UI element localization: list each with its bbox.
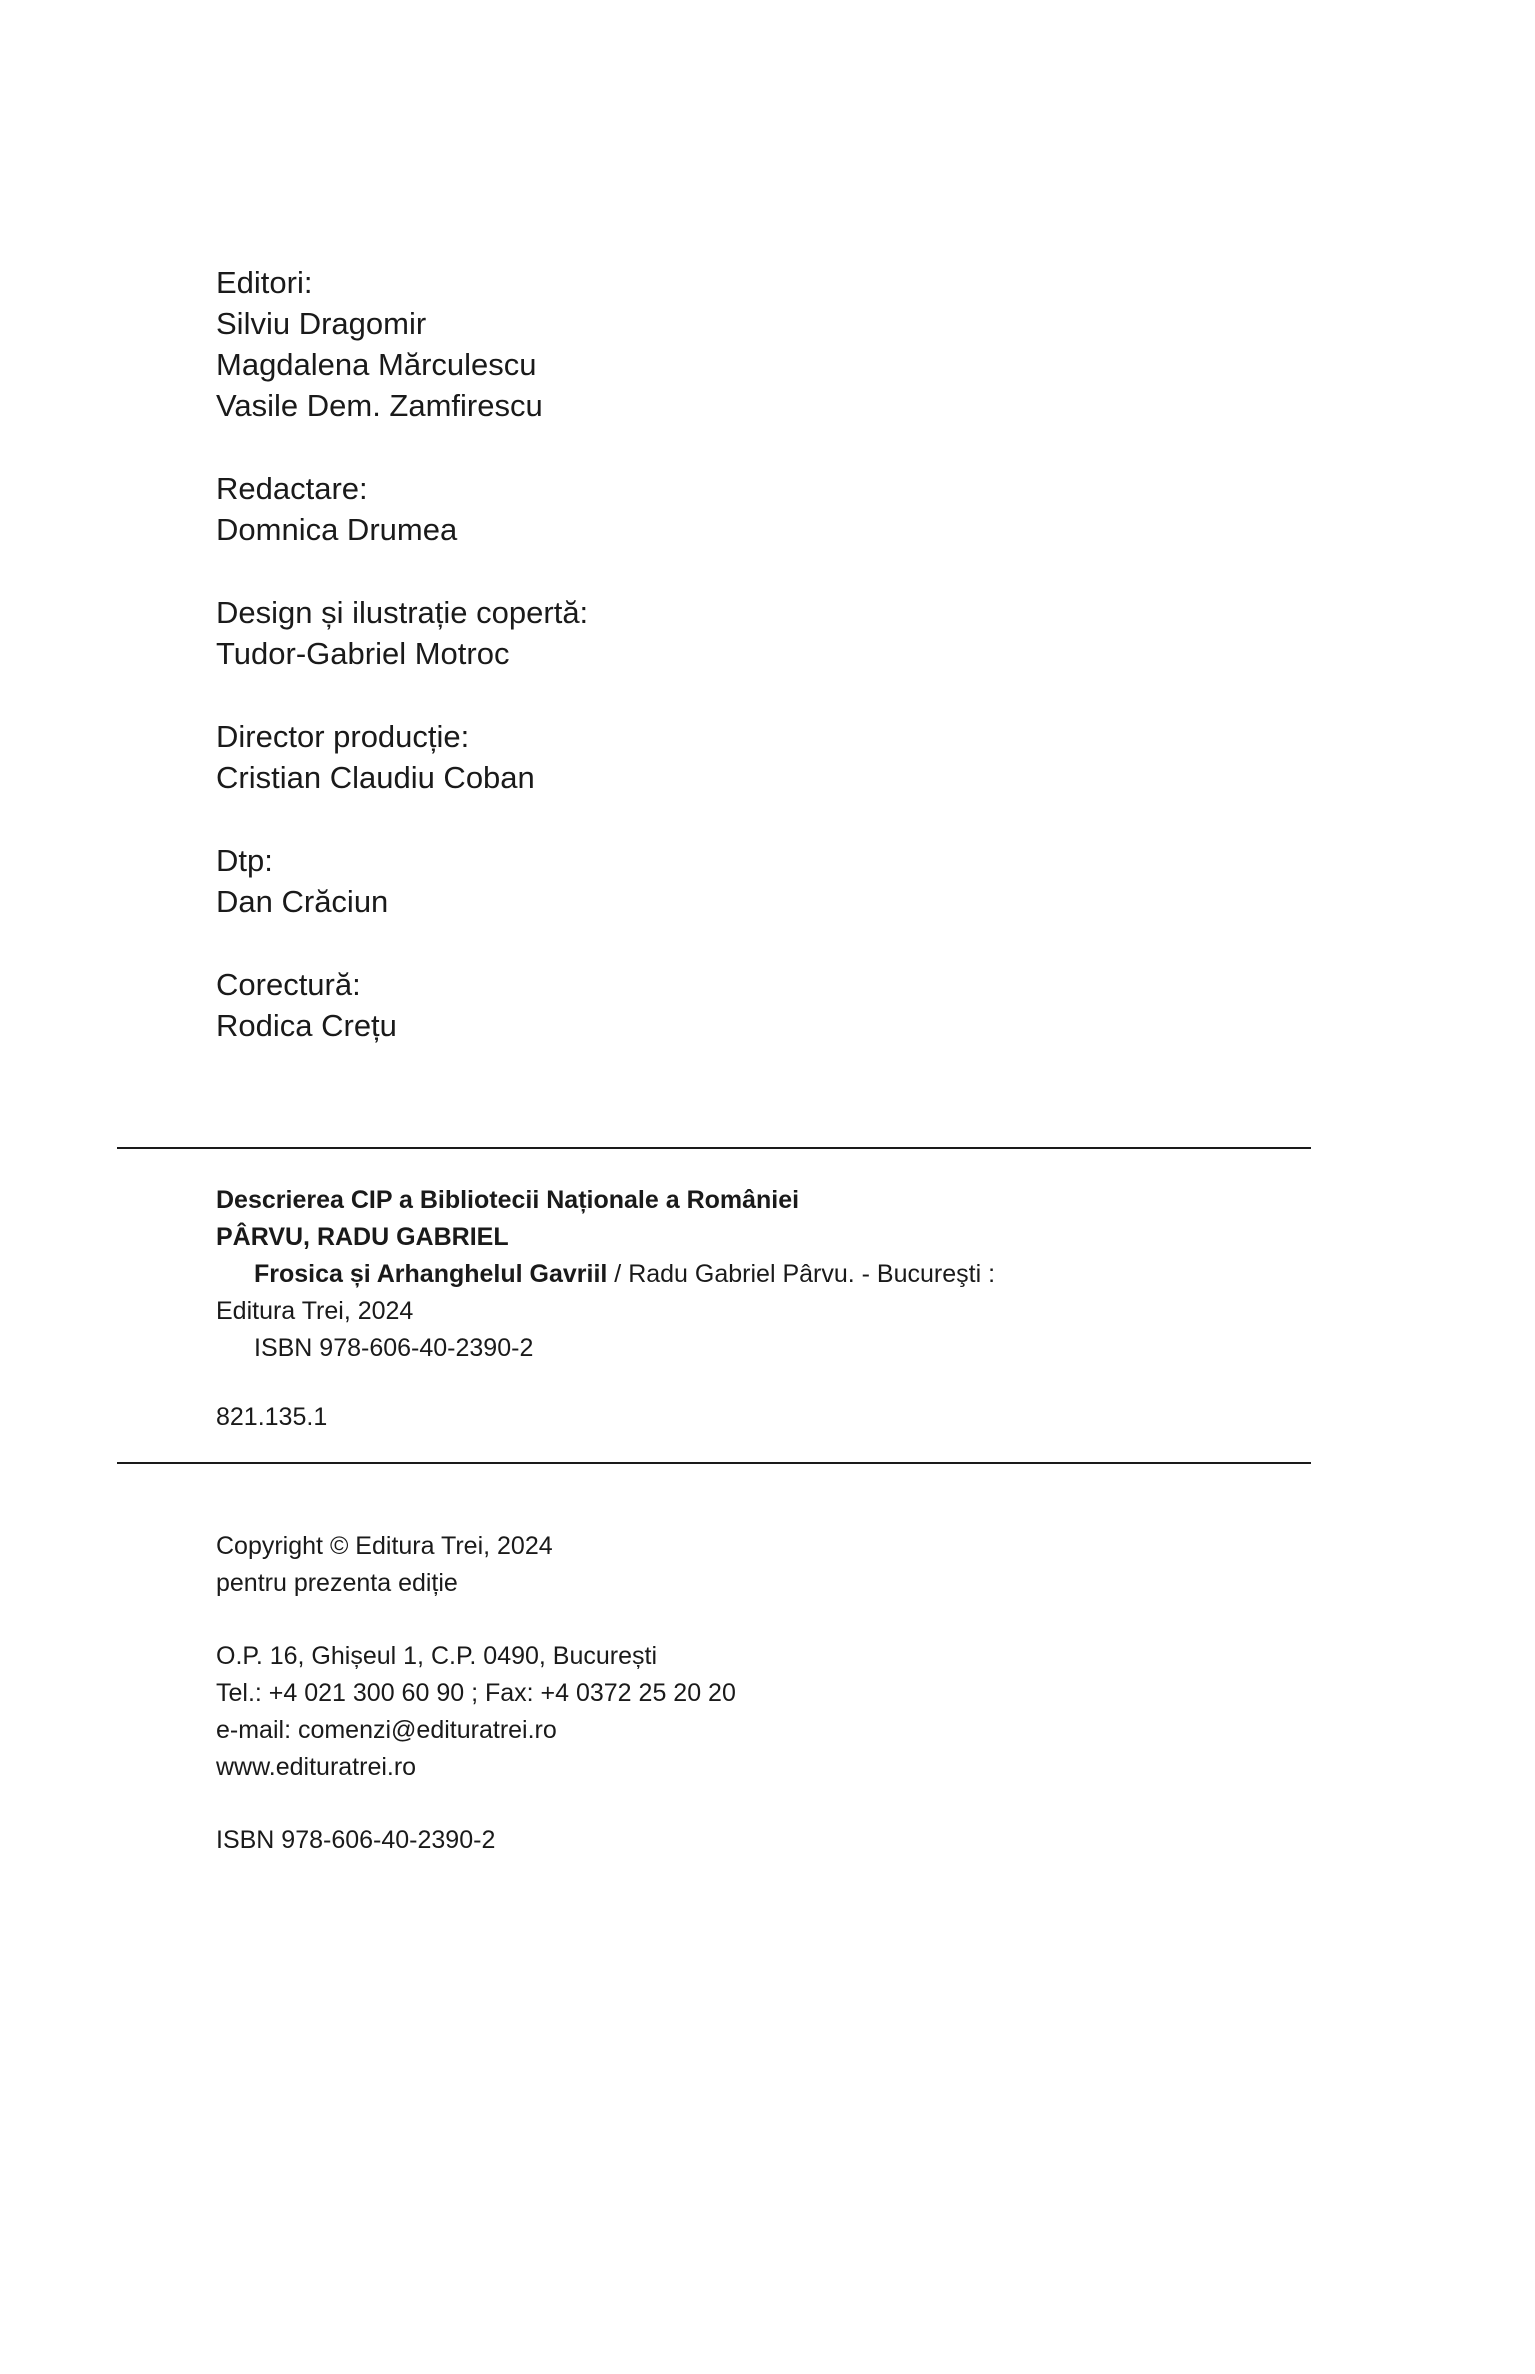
publisher-info [216,1528,1316,1859]
credit-name: Rodica Crețu [216,1008,397,1043]
cip-responsibility: / Radu Gabriel Pârvu. - Bucureşti : [607,1260,996,1288]
credit-role: Dtp: [216,843,273,878]
website: www.edituratrei.ro [216,1753,417,1781]
credit-role: Redactare: [216,471,368,506]
edition-note: pentru prezenta ediție [216,1569,458,1597]
credit-role: Editori: [216,265,313,300]
cip-isbn: ISBN 978-606-40-2390-2 [254,1334,534,1362]
divider-top [117,1147,1311,1149]
cip-description [216,1182,1316,1436]
cip-title: Frosica și Arhanghelul Gavriil [254,1260,608,1288]
credit-name: Silviu Dragomir [216,306,427,341]
credit-name: Cristian Claudiu Coban [216,760,535,795]
credit-name: Dan Crăciun [216,884,389,919]
credit-name: Magdalena Mărculescu [216,347,537,382]
postal-address: O.P. 16, Ghișeul 1, C.P. 0490, București [216,1642,658,1670]
cip-classification: 821.135.1 [216,1403,328,1431]
isbn: ISBN 978-606-40-2390-2 [216,1826,496,1854]
credit-group-dtp [216,840,1216,922]
cip-imprint: Editura Trei, 2024 [216,1297,414,1325]
copyright-notice: Copyright © Editura Trei, 2024 [216,1532,553,1560]
credit-name: Tudor-Gabriel Motroc [216,636,510,671]
credit-group-design [216,592,1216,674]
cip-author: PÂRVU, RADU GABRIEL [216,1223,509,1251]
cip-heading: Descrierea CIP a Bibliotecii Naționale a României [216,1186,800,1214]
credit-group-redactare [216,468,1216,550]
credit-role: Corectură: [216,967,361,1002]
phone-fax: Tel.: +4 021 300 60 90 ; Fax: +4 0372 25 20 20 [216,1679,736,1707]
credit-name: Domnica Drumea [216,512,458,547]
cip-title-line [216,1256,1316,1293]
credit-role: Design și ilustrație copertă: [216,595,589,630]
credit-role: Director producție: [216,719,470,754]
email-address: e-mail: comenzi@edituratrei.ro [216,1716,557,1744]
credit-group-production [216,716,1216,798]
credits-section [216,262,1216,1088]
divider-bottom [117,1462,1311,1464]
credit-group-editors [216,262,1216,426]
credit-name: Vasile Dem. Zamfirescu [216,388,543,423]
credit-group-proofreading [216,964,1216,1046]
